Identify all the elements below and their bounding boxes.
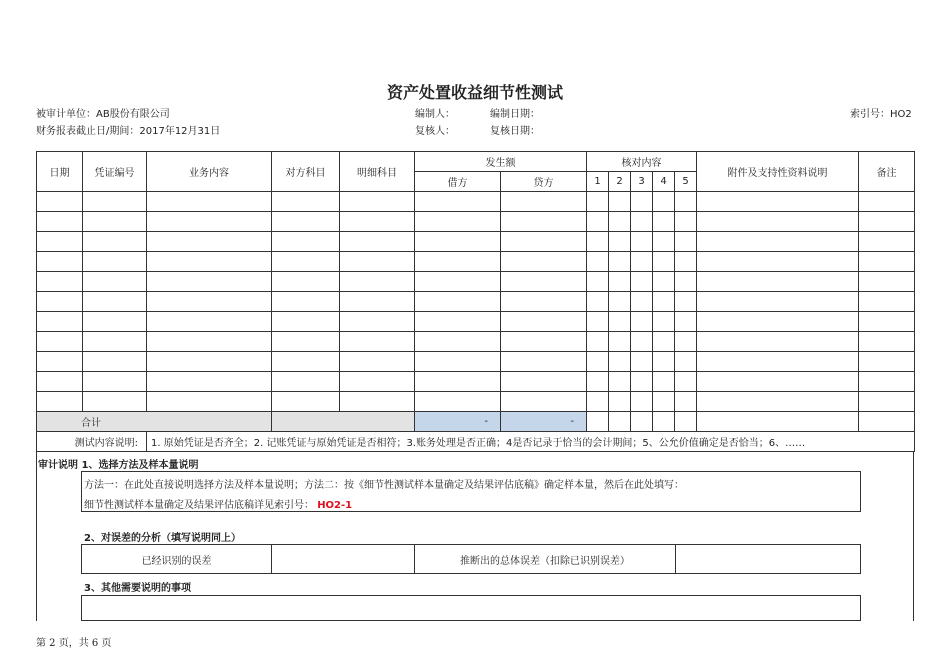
- table-cell: [609, 212, 631, 232]
- table-cell: [587, 212, 609, 232]
- table-cell: [587, 332, 609, 352]
- table-cell: [83, 192, 147, 212]
- table-cell: [587, 272, 609, 292]
- col-date: 日期: [37, 152, 83, 192]
- identified-error-value: [272, 545, 415, 574]
- audit-heading: 审计说明 1、选择方法及样本量说明: [38, 460, 199, 471]
- table-cell: [340, 232, 415, 252]
- table-cell: [675, 252, 697, 272]
- table-cell: [272, 292, 340, 312]
- total-row: [37, 412, 915, 432]
- table-cell: [147, 192, 272, 212]
- table-cell: [587, 292, 609, 312]
- table-row: [37, 192, 915, 212]
- reviewer: 复核人：: [415, 126, 455, 137]
- table-cell: [587, 372, 609, 392]
- table-cell: [631, 372, 653, 392]
- table-cell: [501, 392, 587, 412]
- table-cell: [697, 332, 859, 352]
- table-cell: [587, 312, 609, 332]
- sample-ref: HO2-1: [317, 500, 353, 511]
- table-cell: [83, 312, 147, 332]
- table-cell: [272, 392, 340, 412]
- table-cell: [859, 312, 915, 332]
- table-cell: [415, 272, 501, 292]
- table-cell: [631, 352, 653, 372]
- table-cell: [697, 252, 859, 272]
- total-label: 合计: [37, 412, 272, 432]
- table-cell: [272, 332, 340, 352]
- table-cell: [501, 332, 587, 352]
- table-cell: [859, 192, 915, 212]
- table-cell: [340, 292, 415, 312]
- table-cell: [859, 272, 915, 292]
- table-cell: [609, 292, 631, 312]
- table-cell: [501, 312, 587, 332]
- page-footer: 第 2 页，共 6 页: [36, 638, 112, 649]
- table-cell: [587, 252, 609, 272]
- total-debit: -: [415, 412, 501, 432]
- table-cell: [147, 352, 272, 372]
- table-cell: [37, 392, 83, 412]
- table-cell: [83, 212, 147, 232]
- table-cell: [631, 332, 653, 352]
- table-cell: [83, 232, 147, 252]
- table-cell: [501, 232, 587, 252]
- table-cell: [340, 392, 415, 412]
- table-cell: [609, 192, 631, 212]
- table-cell: [609, 232, 631, 252]
- table-cell: [587, 392, 609, 412]
- table-cell: [501, 272, 587, 292]
- table-cell: [859, 212, 915, 232]
- section-2-heading: 2、对误差的分析（填写说明同上）: [84, 533, 241, 544]
- table-cell: [675, 292, 697, 312]
- table-cell: [653, 212, 675, 232]
- table-row: [37, 372, 915, 392]
- table-cell: [37, 192, 83, 212]
- col-remarks: 备注: [859, 152, 915, 192]
- col-detail-account: 明细科目: [340, 152, 415, 192]
- table-cell: [859, 352, 915, 372]
- projected-error-label: 推断出的总体误差（扣除已识别误差）: [415, 545, 676, 574]
- table-cell: [415, 292, 501, 312]
- sample-line: [84, 496, 352, 511]
- table-cell: [859, 252, 915, 272]
- table-cell: [415, 352, 501, 372]
- table-cell: [340, 312, 415, 332]
- table-cell: [609, 332, 631, 352]
- table-cell: [415, 252, 501, 272]
- table-cell: [501, 212, 587, 232]
- table-cell: [697, 232, 859, 252]
- table-cell: [653, 332, 675, 352]
- table-cell: [675, 272, 697, 292]
- table-cell: [653, 392, 675, 412]
- table-cell: [697, 292, 859, 312]
- table-cell: [272, 312, 340, 332]
- table-cell: [609, 252, 631, 272]
- table-cell: [675, 392, 697, 412]
- table-cell: [653, 272, 675, 292]
- table-cell: [501, 192, 587, 212]
- table-cell: [653, 352, 675, 372]
- total-check-5: [675, 412, 697, 432]
- col-credit: 贷方: [501, 172, 587, 192]
- col-amount: 发生额: [415, 152, 587, 172]
- other-matters-box: [81, 595, 861, 621]
- period: 财务报表截止日/期间：2017年12月31日: [36, 126, 221, 137]
- table-cell: [340, 332, 415, 352]
- table-cell: [83, 372, 147, 392]
- table-cell: [415, 212, 501, 232]
- table-cell: [859, 232, 915, 252]
- audited-unit: 被审计单位：AB股份有限公司: [36, 109, 170, 120]
- col-counter-account: 对方科目: [272, 152, 340, 192]
- table-cell: [631, 312, 653, 332]
- table-cell: [631, 232, 653, 252]
- table-cell: [147, 392, 272, 412]
- table-cell: [609, 312, 631, 332]
- table-cell: [415, 332, 501, 352]
- blank-rows: [37, 192, 915, 412]
- audit-left-border: [36, 451, 37, 621]
- table-cell: [83, 332, 147, 352]
- col-voucher-no: 凭证编号: [83, 152, 147, 192]
- table-cell: [609, 272, 631, 292]
- col-debit: 借方: [415, 172, 501, 192]
- table-cell: [697, 192, 859, 212]
- table-cell: [37, 212, 83, 232]
- table-cell: [37, 252, 83, 272]
- total-attachments: [697, 412, 859, 432]
- table-cell: [675, 332, 697, 352]
- total-check-2: [609, 412, 631, 432]
- table-cell: [272, 212, 340, 232]
- col-check-2: 2: [609, 172, 631, 192]
- index-no: 索引号：HO2: [850, 109, 912, 120]
- table-cell: [37, 232, 83, 252]
- table-cell: [272, 232, 340, 252]
- table-cell: [697, 312, 859, 332]
- table-row: [37, 332, 915, 352]
- header-row: [37, 152, 915, 172]
- table-row: [37, 232, 915, 252]
- table-row: [37, 212, 915, 232]
- table-cell: [653, 252, 675, 272]
- section-3-heading: 3、其他需要说明的事项: [84, 583, 191, 594]
- table-cell: [697, 272, 859, 292]
- col-check-4: 4: [653, 172, 675, 192]
- table-cell: [37, 312, 83, 332]
- error-table: [81, 544, 861, 574]
- table-row: [37, 352, 915, 372]
- table-cell: [415, 192, 501, 212]
- table-cell: [631, 292, 653, 312]
- table-cell: [340, 212, 415, 232]
- sample-line-text: 细节性测试样本量确定及结果评估底稿详见索引号：: [84, 500, 314, 511]
- table-cell: [147, 212, 272, 232]
- table-row: [37, 392, 915, 412]
- table-cell: [675, 352, 697, 372]
- table-cell: [859, 372, 915, 392]
- prepare-date: 编制日期：: [490, 109, 540, 120]
- table-cell: [340, 352, 415, 372]
- col-check-3: 3: [631, 172, 653, 192]
- page-title: 资产处置收益细节性测试: [386, 83, 563, 102]
- table-cell: [501, 252, 587, 272]
- table-cell: [37, 372, 83, 392]
- table-cell: [631, 192, 653, 212]
- preparer: 编制人：: [415, 109, 455, 120]
- total-credit: -: [501, 412, 587, 432]
- table-cell: [675, 232, 697, 252]
- table-cell: [37, 332, 83, 352]
- test-content: 1. 原始凭证是否齐全；2. 记账凭证与原始凭证是否相符；3.账务处理是否正确；4是否记录于恰当的会计期间；5、公允价值确定是否恰当；6、……: [147, 432, 915, 452]
- table-cell: [675, 192, 697, 212]
- col-business: 业务内容: [147, 152, 272, 192]
- table-cell: [147, 272, 272, 292]
- table-cell: [147, 232, 272, 252]
- table-cell: [272, 252, 340, 272]
- table-cell: [697, 392, 859, 412]
- table-cell: [609, 352, 631, 372]
- col-attachments: 附件及支持性资料说明: [697, 152, 859, 192]
- table-cell: [631, 212, 653, 232]
- table-row: [37, 272, 915, 292]
- total-check-3: [631, 412, 653, 432]
- total-remarks: [859, 412, 915, 432]
- table-cell: [37, 272, 83, 292]
- table-cell: [83, 272, 147, 292]
- table-cell: [653, 372, 675, 392]
- table-cell: [697, 372, 859, 392]
- table-cell: [501, 372, 587, 392]
- table-cell: [415, 312, 501, 332]
- table-cell: [147, 332, 272, 352]
- table-cell: [675, 372, 697, 392]
- table-cell: [697, 212, 859, 232]
- test-content-row: [37, 432, 915, 452]
- table-cell: [859, 332, 915, 352]
- table-cell: [415, 392, 501, 412]
- table-cell: [147, 252, 272, 272]
- audit-right-border: [913, 451, 914, 621]
- table-cell: [859, 392, 915, 412]
- col-check-1: 1: [587, 172, 609, 192]
- total-empty: [272, 412, 415, 432]
- table-cell: [37, 292, 83, 312]
- table-cell: [147, 312, 272, 332]
- table-cell: [609, 392, 631, 412]
- identified-error-label: 已经识别的误差: [82, 545, 272, 574]
- table-cell: [653, 192, 675, 212]
- table-cell: [587, 192, 609, 212]
- table-row: [37, 292, 915, 312]
- table-cell: [609, 372, 631, 392]
- table-row: [37, 252, 915, 272]
- table-cell: [340, 192, 415, 212]
- table-cell: [272, 352, 340, 372]
- table-cell: [83, 392, 147, 412]
- table-cell: [415, 372, 501, 392]
- table-cell: [272, 192, 340, 212]
- total-check-4: [653, 412, 675, 432]
- table-cell: [587, 232, 609, 252]
- table-cell: [340, 252, 415, 272]
- table-cell: [675, 312, 697, 332]
- table-row: [37, 312, 915, 332]
- method-line: 方法一：在此处直接说明选择方法及样本量说明；方法二：按《细节性测试样本量确定及结果评估底稿》确定样本量，然后在此处填写：: [84, 480, 684, 491]
- total-check-1: [587, 412, 609, 432]
- table-cell: [501, 292, 587, 312]
- col-check: 核对内容: [587, 152, 697, 172]
- review-date: 复核日期：: [490, 126, 540, 137]
- table-cell: [340, 372, 415, 392]
- table-cell: [587, 352, 609, 372]
- table-cell: [147, 372, 272, 392]
- table-cell: [83, 252, 147, 272]
- col-check-5: 5: [675, 172, 697, 192]
- test-label: 测试内容说明:: [37, 432, 147, 452]
- table-cell: [340, 272, 415, 292]
- table-cell: [653, 232, 675, 252]
- test-table: [36, 151, 915, 452]
- table-cell: [37, 352, 83, 372]
- table-cell: [653, 312, 675, 332]
- table-cell: [147, 292, 272, 312]
- table-cell: [631, 392, 653, 412]
- table-cell: [415, 232, 501, 252]
- table-cell: [272, 372, 340, 392]
- table-cell: [631, 252, 653, 272]
- projected-error-value: [676, 545, 861, 574]
- table-cell: [501, 352, 587, 372]
- table-cell: [83, 292, 147, 312]
- table-cell: [631, 272, 653, 292]
- table-cell: [83, 352, 147, 372]
- table-cell: [653, 292, 675, 312]
- table-cell: [272, 272, 340, 292]
- table-cell: [675, 212, 697, 232]
- table-cell: [697, 352, 859, 372]
- table-cell: [859, 292, 915, 312]
